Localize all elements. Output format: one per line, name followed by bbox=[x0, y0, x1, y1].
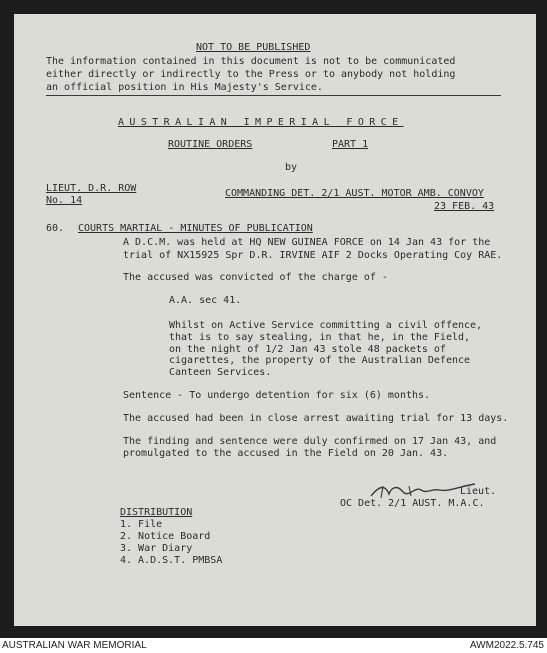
charge-line-3: on the night of 1/2 Jan 43 stole 48 packets of bbox=[169, 344, 446, 355]
command-line: COMMANDING DET. 2/1 AUST. MOTOR AMB. CONVOY bbox=[225, 188, 484, 199]
distribution-item: 3. War Diary bbox=[120, 543, 193, 554]
para1-line-1: A D.C.M. was held at HQ NEW GUINEA FORCE on 14 Jan 43 for the bbox=[123, 237, 491, 248]
archive-footer bbox=[0, 638, 547, 653]
heading: NOT TO BE PUBLISHED bbox=[196, 42, 311, 53]
charge-line-4: cigarettes, the property of the Australian Defence bbox=[169, 355, 471, 366]
by-label: by bbox=[285, 162, 298, 173]
sentence: Sentence - To undergo detention for six (6) months. bbox=[123, 390, 431, 401]
finding-line-2: promulgated to the accused in the Field on 20 Jan. 43. bbox=[123, 448, 449, 459]
notice-line-1: The information contained in this document is not to be communicated bbox=[46, 56, 456, 67]
distribution-item: 4. A.D.S.T. PMBSA bbox=[120, 555, 223, 566]
distribution-item: 2. Notice Board bbox=[120, 531, 211, 542]
officer-name: LIEUT. D.R. ROW bbox=[46, 183, 137, 194]
para2: The accused was convicted of the charge of - bbox=[123, 272, 388, 283]
footer-accession: AWM2022.5.745 bbox=[469, 640, 544, 651]
charge-line-2: that is to say stealing, in that he, in the Field, bbox=[169, 332, 471, 343]
notice-line-2: either directly or indirectly to the Press or to anybody not holding bbox=[46, 69, 456, 80]
signature-unit: OC Det. 2/1 AUST. M.A.C. bbox=[340, 498, 485, 509]
document-page bbox=[14, 14, 536, 626]
footer-institution: AUSTRALIAN WAR MEMORIAL bbox=[2, 640, 147, 651]
para1-line-2: trial of NX15925 Spr D.R. IRVINE AIF 2 Docks Operating Coy RAE. bbox=[123, 250, 503, 261]
arrest: The accused had been in close arrest awaiting trial for 13 days. bbox=[123, 413, 509, 424]
charge-line-5: Canteen Services. bbox=[169, 367, 272, 378]
finding-line-1: The finding and sentence were duly confirmed on 17 Jan 43, and bbox=[123, 436, 497, 447]
item-number: 60. bbox=[46, 223, 65, 234]
notice-line-3: an official position in His Majesty's Service. bbox=[46, 82, 323, 93]
section-ref: A.A. sec 41. bbox=[169, 295, 242, 306]
signature-rank: Lieut. bbox=[460, 486, 497, 497]
distribution-title: DISTRIBUTION bbox=[120, 507, 193, 518]
order-number: No. 14 bbox=[46, 195, 83, 206]
force-title: AUSTRALIAN IMPERIAL FORCE bbox=[118, 117, 404, 128]
notice-rule bbox=[46, 95, 501, 96]
part-label: PART 1 bbox=[332, 139, 369, 150]
orders-title: ROUTINE ORDERS bbox=[168, 139, 253, 150]
order-date: 23 FEB. 43 bbox=[434, 201, 495, 212]
item-title: COURTS MARTIAL - MINUTES OF PUBLICATION bbox=[78, 223, 313, 234]
charge-line-1: Whilst on Active Service committing a civil offence, bbox=[169, 320, 483, 331]
distribution-item: 1. File bbox=[120, 519, 163, 530]
